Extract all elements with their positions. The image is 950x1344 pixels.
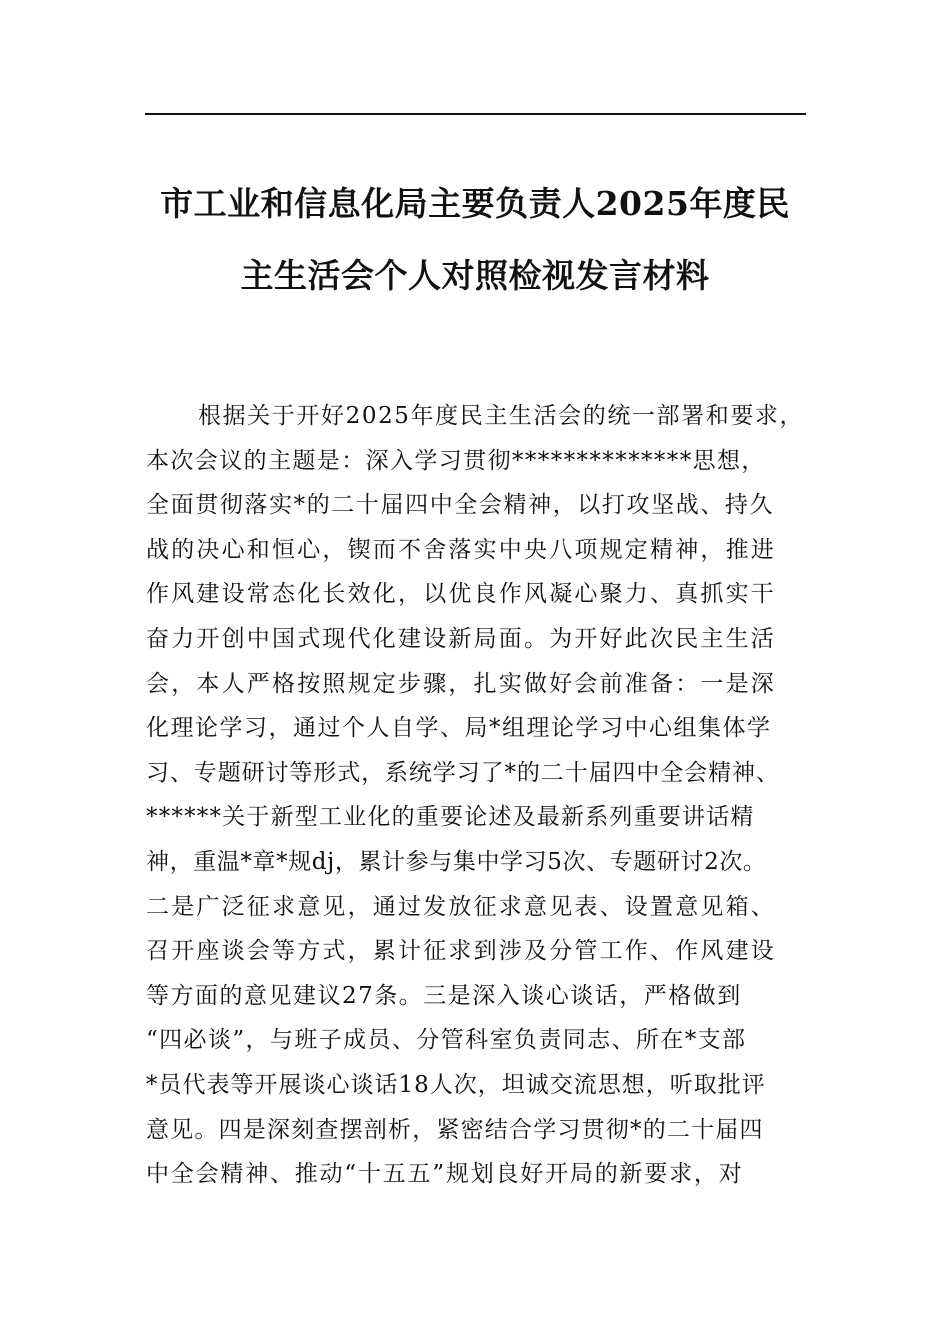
body-line: 根据关于开好2025年度民主生活会的统一部署和要求， xyxy=(198,403,805,429)
body-line: 化理论学习，通过个人自学、局*组理论学习中心组集体学 xyxy=(146,715,772,742)
body-line: 作风建设常态化长效化，以优良作风凝心聚力、真抓实干 xyxy=(146,581,776,608)
body-line: 二是广泛征求意见，通过发放征求意见表、设置意见箱、 xyxy=(146,893,776,920)
body-line: 全面贯彻落实*的二十届四中全会精神，以打攻坚战、持久 xyxy=(146,492,775,519)
body-line: 意见。四是深刻查摆剖析，紧密结合学习贯彻*的二十届四 xyxy=(146,1116,764,1143)
body-line: 习、专题研讨等形式，系统学习了*的二十届四中全会精神、 xyxy=(146,759,780,786)
header-rule xyxy=(145,113,806,115)
body-line: 中全会精神、推动“十五五”规划良好开局的新要求，对 xyxy=(146,1161,744,1188)
body-line: 奋力开创中国式现代化建设新局面。为开好此次民主生活 xyxy=(146,625,776,652)
body-line: 本次会议的主题是：深入学习贯彻**************思想， xyxy=(146,447,766,474)
title-line-2: 主生活会个人对照检视发言材料 xyxy=(240,256,710,295)
body-paragraph xyxy=(146,394,806,1197)
body-line: 会，本人严格按照规定步骤，扎实做好会前准备：一是深 xyxy=(146,670,776,697)
title-line-1: 市工业和信息化局主要负责人2025年度民 xyxy=(160,184,790,223)
body-line: 神，重温*章*规dj，累计参与集中学习5次、专题研讨2次。 xyxy=(146,848,767,875)
body-line: ******关于新型工业化的重要论述及最新系列重要讲话精 xyxy=(146,804,755,831)
body-line: 召开座谈会等方式，累计征求到涉及分管工作、作风建设 xyxy=(146,938,776,965)
body-line: 等方面的意见建议27条。三是深入谈心谈话，严格做到 xyxy=(146,982,742,1009)
body-line: *员代表等开展谈心谈话18人次，坦诚交流思想，听取批评 xyxy=(146,1071,766,1098)
body-line: 战的决心和恒心，锲而不舍落实中央八项规定精神，推进 xyxy=(146,536,776,563)
body-line: “四必谈”，与班子成员、分管科室负责同志、所在*支部 xyxy=(146,1027,747,1054)
document-title xyxy=(110,168,840,312)
